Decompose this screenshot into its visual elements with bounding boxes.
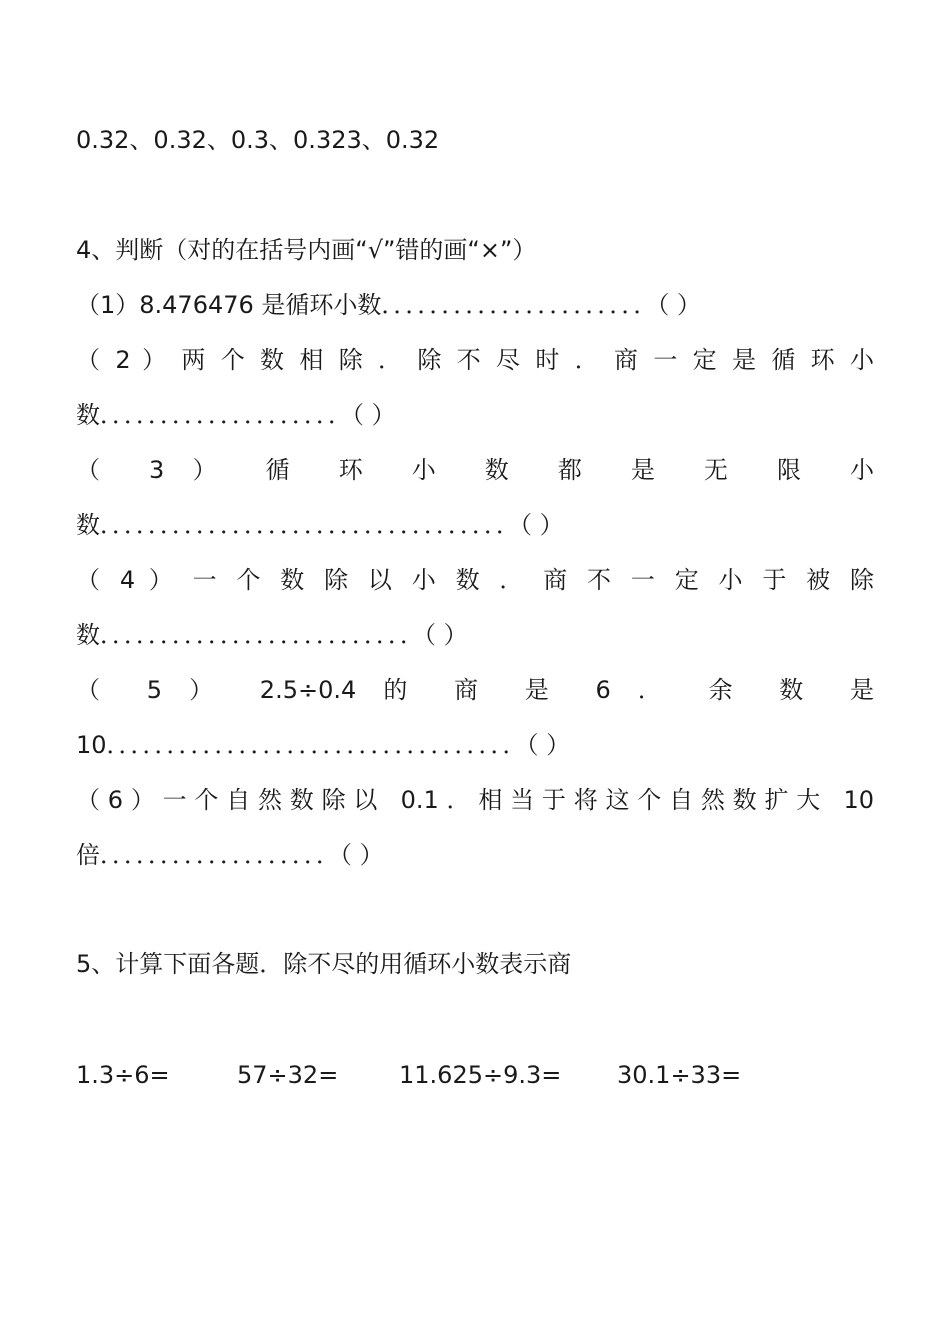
judge-item-3-line-1: （ 3 ） 循 环 小 数 都 是 无 限 小 [76, 456, 874, 484]
calc-problem-1: 1.3÷6= [76, 1061, 170, 1089]
judge-item-1-line-1: （1）8.476476 是循环小数．．．．．．．．．．．．．．．．．．．．．．（ ） [76, 291, 702, 319]
decimal-sequence: 0.32、0.32、0.3、0.323、0.32 [76, 126, 440, 154]
calc-problem-2: 57÷32= [237, 1061, 339, 1089]
judge-item-4-line-1: （ 4 ） 一 个 数 除 以 小 数 ． 商 不 一 定 小 于 被 除 [76, 566, 874, 594]
judge-item-3-line-2: 数．．．．．．．．．．．．．．．．．．．．．．．．．．．．．．．．．．（ ） [76, 511, 564, 539]
judge-item-6-line-2: 倍．．．．．．．．．．．．．．．．．．．（ ） [76, 841, 384, 869]
judge-item-2-line-2: 数．．．．．．．．．．．．．．．．．．．．（ ） [76, 401, 396, 429]
judge-item-5-line-2: 10．．．．．．．．．．．．．．．．．．．．．．．．．．．．．．．．．．（ ） [76, 731, 571, 759]
judge-item-2-line-1: （ 2 ） 两 个 数 相 除 ． 除 不 尽 时 ． 商 一 定 是 循 环 小 [76, 346, 874, 374]
calc-problem-3: 11.625÷9.3= [399, 1061, 562, 1089]
calc-problem-4: 30.1÷33= [617, 1061, 742, 1089]
section4-title: 4、判断（对的在括号内画“√”错的画“×”） [76, 236, 537, 264]
judge-item-4-line-2: 数．．．．．．．．．．．．．．．．．．．．．．．．．．（ ） [76, 621, 468, 649]
section5-title: 5、计算下面各题．除不尽的用循环小数表示商 [76, 950, 572, 978]
judge-item-5-line-1: （ 5 ） 2.5÷0.4 的 商 是 6 ． 余 数 是 [76, 676, 874, 704]
judge-item-6-line-1: （6）一个自然数除以 0.1．相当于将这个自然数扩大 10 [76, 786, 874, 814]
